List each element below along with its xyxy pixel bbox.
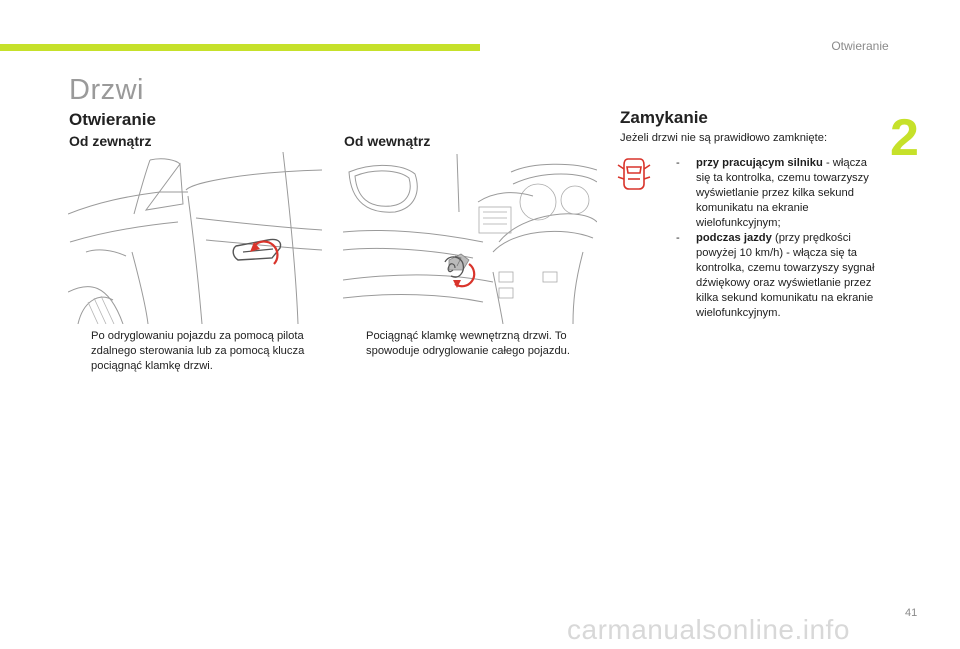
list-item-bold: przy pracującym silniku — [696, 157, 823, 169]
closing-conditions-list — [676, 156, 876, 321]
inside-heading: Od wewnątrz — [344, 133, 431, 149]
bullet-symbol — [344, 329, 366, 359]
watermark: carmanualsonline.info — [567, 614, 850, 645]
list-item-bold: podczas jazdy — [696, 232, 772, 244]
list-item-body: (przy prędkości powyżej 10 km/h) - włącza się ta kontrolka, czemu towarzyszy sygnał dźwiękowy oraz wyświetlanie przez kilka sekund komunikatu na ekranie wielofunkcyjnym. — [696, 232, 875, 319]
closing-heading: Zamykanie — [620, 108, 708, 127]
list-item — [676, 231, 876, 321]
closing-intro: Jeżeli drzwi nie są prawidłowo zamknięte: — [620, 132, 828, 144]
list-item-body: - włącza się ta kontrolka, czemu towarzyszy wyświetlanie przez kilka sekund komunikatu na ekranie wielofunkcyjnym; — [696, 157, 869, 229]
list-dash: - — [676, 232, 680, 244]
list-item — [676, 156, 876, 231]
list-item-text — [696, 231, 876, 321]
list-item-text — [696, 156, 876, 231]
outside-instruction — [69, 329, 324, 374]
outside-instruction-text: Po odryglowaniu pojazdu za pomocą pilota zdalnego sterowania lub za pomocą klucza pociągnąć klamkę drzwi. — [91, 330, 305, 372]
running-header: Otwieranie — [831, 39, 889, 53]
inside-instruction — [344, 329, 596, 359]
inside-instruction-text: Pociągnąć klamkę wewnętrzną drzwi. To spowoduje odryglowanie całego pojazdu. — [366, 330, 571, 357]
header-accent-bar — [0, 44, 480, 51]
interior-door-illustration — [343, 152, 597, 324]
outside-heading: Od zewnątrz — [69, 133, 152, 149]
page-number: 41 — [905, 607, 918, 619]
door-open-warning-icon — [616, 155, 652, 191]
bullet-symbol — [69, 329, 91, 374]
exterior-door-illustration — [68, 152, 322, 324]
list-dash: - — [676, 157, 680, 169]
chapter-number: 2 — [890, 109, 919, 167]
opening-heading: Otwieranie — [69, 110, 156, 129]
page-title: Drzwi — [69, 74, 144, 106]
